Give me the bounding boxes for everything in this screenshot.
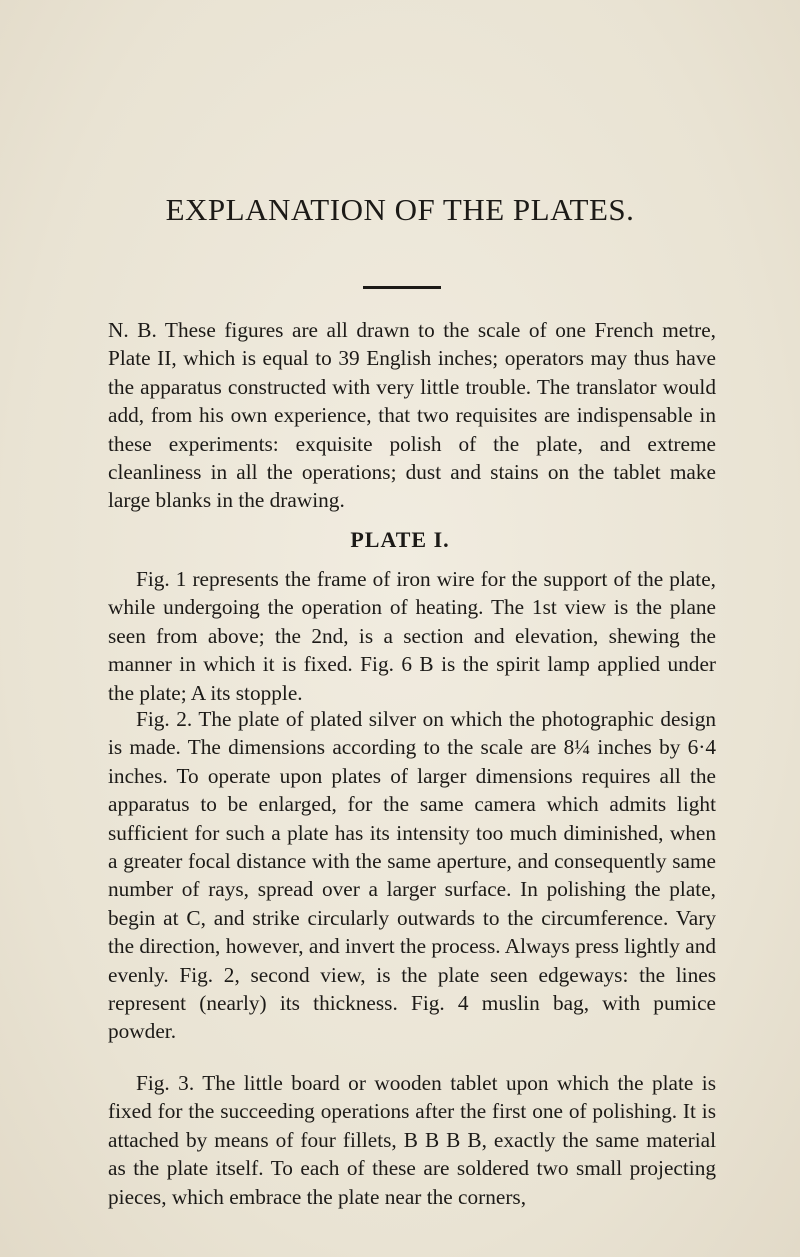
note-paragraph: N. B. These figures are all drawn to the scale of one French metre, Plate II, which is equal to 39 English inches; operators may thus have the apparatus constructed with very little trouble. The translator would add, from his own experience, that two requisites are indispensable in these experiments: exquisite polish of the plate, and extreme cleanliness in all the operations; dust and stains on the tablet make large blanks in the drawing. — [108, 318, 716, 513]
fig-1-paragraph: Fig. 1 represents the frame of iron wire for the support of the plate, while undergoing the operation of heating. The 1st view is the plane seen from above; the 2nd, is a section and elevation, shewing the manner in which it is fixed. Fig. 6 B is the spirit lamp applied under the plate; A its stopple. — [108, 567, 716, 705]
fig-2-paragraph: Fig. 2. The plate of plated silver on which the photographic design is made. The dimensions according to the scale are 8¼ inches by 6·4 inches. To operate upon plates of larger dimensions requires all the apparatus to be enlarged, for the same camera which admits light sufficient for such a plate has its intensity too much diminished, when a greater focal distance with the same aperture, and consequently same number of rays, spread over a larger surface. In polishing the plate, begin at C, and strike circularly outwards to the circumference. Vary the direction, however, and invert the process. Always press lightly and evenly. Fig. 2, second view, is the plate seen edgeways: the lines represent (nearly) its thickness. Fig. 4 muslin bag, with pumice powder. — [108, 707, 716, 1044]
fig-3-paragraph: Fig. 3. The little board or wooden tablet upon which the plate is fixed for the succeeding operations after the first one of polishing. It is attached by means of four fillets, B B B B, exactly the same material as the plate itself. To each of these are soldered two small projecting pieces, which embrace the plate near the corners, — [108, 1071, 716, 1209]
plate-heading: PLATE I. — [350, 527, 450, 552]
title-rule — [363, 286, 441, 289]
page-title: EXPLANATION OF THE PLATES. — [165, 192, 635, 227]
